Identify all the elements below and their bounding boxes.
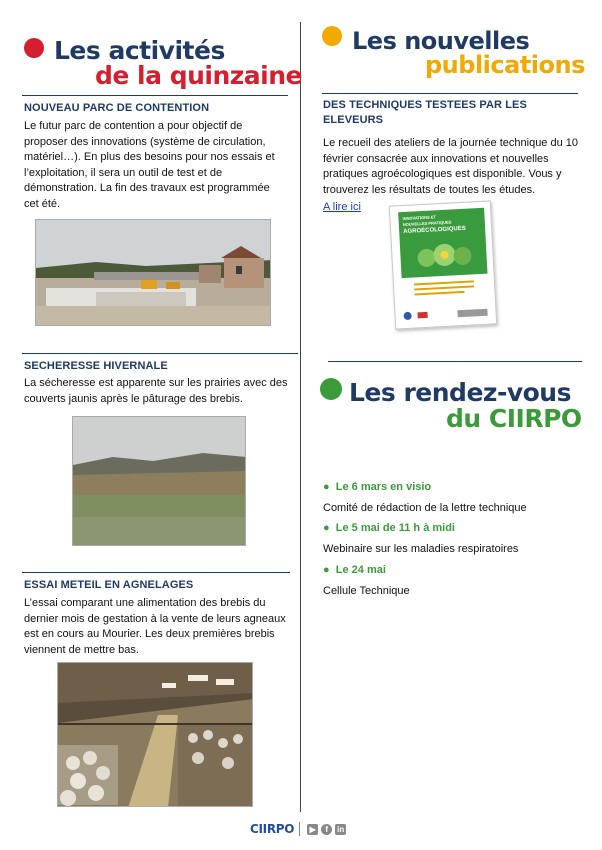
sheepfold-photo bbox=[57, 662, 253, 807]
activities-title-line1: Les activités bbox=[54, 36, 225, 65]
read-here-link[interactable]: A lire ici bbox=[323, 201, 361, 213]
events-title-line2: du CIIRPO bbox=[446, 404, 582, 433]
article-heading: SECHERESSE HIVERNALE bbox=[24, 360, 168, 372]
linkedin-icon[interactable]: in bbox=[337, 824, 345, 834]
cover-title-line3: AGROÉCOLOGIQUES bbox=[403, 225, 466, 236]
green-dot-icon bbox=[320, 378, 342, 400]
cover-title-line1: INNOVATIONS ET bbox=[402, 214, 437, 222]
event-description: Cellule Technique bbox=[323, 585, 410, 597]
article-text: L’essai comparant une alimentation des brebis du dernier mois de gestation à la vente de leurs agneaux est en cours au Mourier. Les deux premières brebis viennent de mettre bas. bbox=[24, 597, 286, 656]
publications-title-line1: Les nouvelles bbox=[352, 27, 530, 55]
column-divider bbox=[300, 22, 301, 812]
article-heading: ESSAI METEIL EN AGNELAGES bbox=[24, 579, 194, 591]
facebook-icon[interactable]: f bbox=[321, 824, 332, 835]
article-text: Le futur parc de contention a pour objectif de proposer des innovations (système de circulation, matériel…). En plus des besoins pour nos essais et l’exploitation, il sera un outil de test et de démonstration. La fin des travaux est programmée cet été. bbox=[24, 120, 275, 210]
publication-text: Le recueil des ateliers de la journée technique du 10 février consacrée aux innovations et nouvelles pratiques agroécologiques est disponible. Vous y trouverez les résultats de toutes les études. bbox=[323, 137, 579, 196]
publication-cover[interactable] bbox=[389, 200, 497, 329]
section-rule bbox=[322, 93, 578, 94]
event-date-text: Le 5 mai de 11 h à midi bbox=[335, 522, 455, 534]
red-dot-icon bbox=[24, 38, 44, 58]
event-date-text: Le 6 mars en visio bbox=[335, 481, 432, 493]
event-date-text: Le 24 mai bbox=[335, 564, 386, 576]
event-description: Webinaire sur les maladies respiratoires bbox=[323, 543, 519, 555]
cover-title-line2: NOUVELLES PRATIQUES bbox=[402, 219, 452, 228]
footer-logo: CIIRPO bbox=[250, 822, 295, 836]
event-date: ● Le 6 mars en visio bbox=[323, 481, 432, 493]
pasture-photo bbox=[72, 416, 246, 546]
section-rule bbox=[22, 572, 290, 573]
publications-title-line2: publications bbox=[425, 51, 585, 79]
section-rule bbox=[22, 353, 298, 354]
publication-heading: DES TECHNIQUES TESTEES PAR LES ELEVEURS bbox=[323, 99, 527, 126]
footer bbox=[250, 820, 346, 838]
cover-illustration bbox=[416, 240, 473, 273]
orange-dot-icon bbox=[322, 26, 342, 46]
section-rule bbox=[22, 95, 288, 96]
footer-separator bbox=[299, 822, 300, 836]
event-description: Comité de rédaction de la lettre technique bbox=[323, 502, 527, 514]
youtube-icon[interactable]: ▶ bbox=[307, 824, 318, 835]
events-title-line1: Les rendez-vous bbox=[349, 378, 571, 407]
event-date: ● Le 24 mai bbox=[323, 564, 386, 576]
event-date: ● Le 5 mai de 11 h à midi bbox=[323, 522, 455, 534]
article-text: La sécheresse est apparente sur les prairies avec des couverts jaunis après le pâturage des brebis. bbox=[24, 377, 288, 405]
activities-title-line2: de la quinzaine bbox=[95, 61, 303, 90]
construction-photo bbox=[35, 219, 271, 326]
article-heading: NOUVEAU PARC DE CONTENTION bbox=[24, 102, 210, 114]
section-rule bbox=[328, 361, 582, 362]
